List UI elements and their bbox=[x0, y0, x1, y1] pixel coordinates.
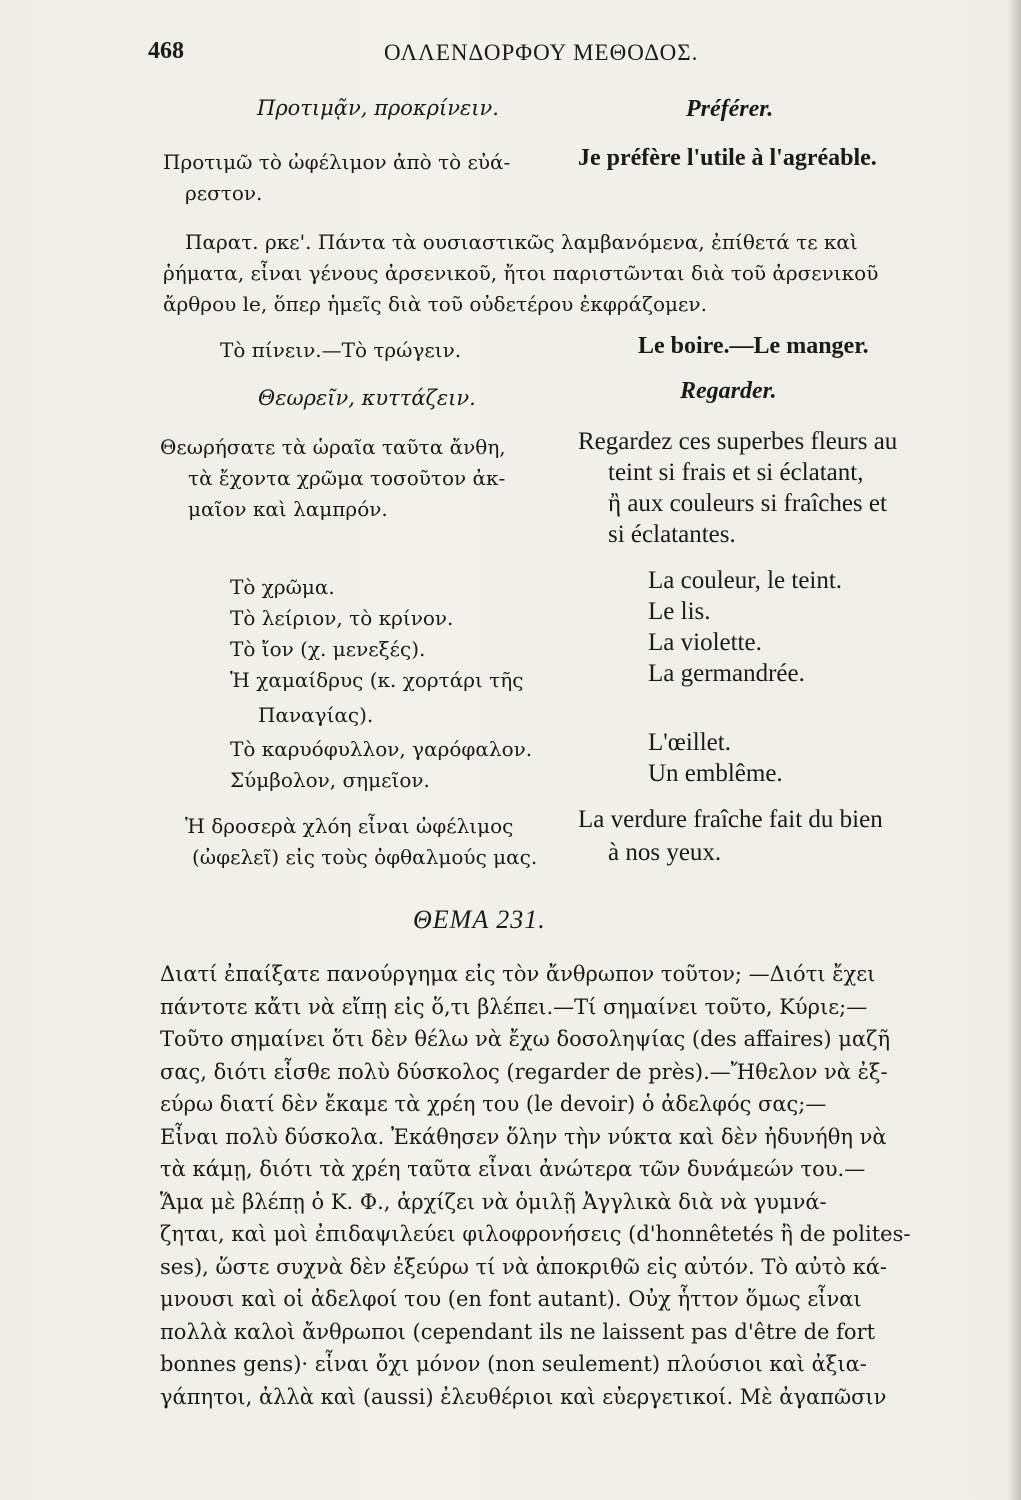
passage-line: Εἶναι πολὺ δύσκολα. Ἐκάθησεν ὅλην τὴν νύκτα καὶ δὲν ἠδυνήθη νὰ bbox=[160, 1124, 887, 1149]
greek-sentence-line: (ὠφελεῖ) εἰς τοὺς ὀφθαλμούς μας. bbox=[192, 845, 538, 869]
passage-line: εύρω διατί δὲν ἔκαμε τὰ χρέη του (le devoir) ὁ ἀδελφός σας;— bbox=[160, 1092, 827, 1116]
theme-title: ΘΕΜΑ 231. bbox=[413, 905, 546, 934]
greek-sentence-line: ρεστον. bbox=[185, 181, 263, 205]
greek-sentence-line: μαῖον καὶ λαμπρόν. bbox=[188, 497, 388, 521]
french-sentence-line: Regardez ces superbes fleurs au bbox=[578, 428, 898, 455]
passage-line: πολλὰ καλοὶ ἄνθρωποι (cependant ils ne laissent pas d'être de fort bbox=[160, 1319, 876, 1344]
greek-sentence-line: Θεωρήσατε τὰ ὡραῖα ταῦτα ἄνθη, bbox=[160, 435, 506, 459]
vocab-greek: Τὸ καρυόφυλλον, γαρόφαλον. bbox=[230, 737, 533, 761]
passage-line: Διατί ἐπαίξατε πανούργημα εἰς τὸν ἄνθρωπον τοῦτον; —Διότι ἔχει bbox=[160, 962, 876, 986]
passage-line: μνουσι καὶ οἱ ἀδελφοί του (en font autant). Οὐχ ἧττον ὅμως εἶναι bbox=[160, 1287, 862, 1311]
vocab-french: L'œillet. bbox=[648, 729, 731, 756]
vocab-greek: Τὸ ἴον (χ. μενεξές). bbox=[230, 637, 426, 661]
french-sentence-line: si éclatantes. bbox=[608, 521, 736, 548]
running-title: ΟΛΛΕΝΔΟΡΦΟΥ ΜΕΘΟΔΟΣ. bbox=[384, 40, 699, 65]
vocab-french: Le lis. bbox=[648, 598, 711, 625]
passage-line: πάντοτε κἄτι νὰ εἴπῃ εἰς ὅ,τι βλέπει.—Τί σημαίνει τοῦτο, Κύριε;— bbox=[160, 994, 868, 1019]
passage-line: σας, διότι εἶσθε πολὺ δύσκολος (regarder de près).—Ἤθελον νὰ ἐξ- bbox=[160, 1059, 888, 1084]
vocab-greek: Τὸ λείριον, τὸ κρίνον. bbox=[230, 606, 454, 630]
french-sentence-line: à nos yeux. bbox=[608, 839, 722, 866]
exercise-passage bbox=[160, 958, 1018, 1413]
passage-line: ses), ὥστε συχνὰ δὲν ἐξεύρω τί νὰ ἀποκριθῶ εἰς αὐτόν. Τὸ αὐτὸ κά- bbox=[160, 1254, 887, 1279]
vocab-french: La violette. bbox=[648, 629, 762, 656]
vocab-french: Un emblême. bbox=[648, 760, 783, 787]
page-number: 468 bbox=[148, 38, 184, 64]
french-infinitives: Le boire.—Le manger. bbox=[638, 333, 869, 359]
greek-heading-prefer: Προτιμᾷν, προκρίνειν. bbox=[257, 96, 499, 120]
vocab-greek: Τὸ χρῶμα. bbox=[230, 575, 335, 599]
remark-line: ῥήματα, εἶναι γένους ἀρσενικοῦ, ἤτοι παριστῶνται διὰ τοῦ ἀρσενικοῦ bbox=[163, 261, 879, 285]
passage-line: γάπητοι, ἀλλὰ καὶ (aussi) ἐλευθέριοι καὶ εὐεργετικοί. Μὲ ἀγαπῶσιν bbox=[160, 1384, 887, 1409]
passage-line: bonnes gens)· εἶναι ὄχι μόνον (non seulement) πλούσιοι καὶ ἀξια- bbox=[160, 1352, 867, 1376]
french-sentence-line: teint si frais et si éclatant, bbox=[608, 459, 864, 486]
french-heading-prefer: Préférer. bbox=[686, 96, 774, 122]
greek-heading-regard: Θεωρεῖν, κυττάζειν. bbox=[258, 386, 476, 410]
passage-line: τὰ κάμῃ, διότι τὰ χρέη ταῦτα εἶναι ἀνώτερα τῶν δυνάμεών του.— bbox=[160, 1157, 866, 1181]
greek-infinitives: Τὸ πίνειν.—Τὸ τρώγειν. bbox=[220, 338, 462, 362]
passage-line: Ἅμα μὲ βλέπῃ ὁ Κ. Φ., ἀρχίζει νὰ ὁμιλῇ Ἀγγλικὰ διὰ νὰ γυμνά- bbox=[160, 1189, 827, 1214]
vocab-greek: Ἡ χαμαίδρυς (κ. χορτάρι τῆς bbox=[230, 668, 524, 692]
passage-line: ζηται, καὶ μοὶ ἐπιδαψιλεύει φιλοφρονήσεις (d'honnêtetés ἢ de polites- bbox=[160, 1222, 911, 1246]
greek-sentence-line: Προτιμῶ τὸ ὠφέλιμον ἀπὸ τὸ εὐά- bbox=[163, 150, 511, 174]
vocab-french: La couleur, le teint. bbox=[648, 567, 843, 594]
vocab-greek: Σύμβολον, σημεῖον. bbox=[230, 768, 430, 792]
french-sentence-line: La verdure fraîche fait du bien bbox=[578, 806, 883, 833]
french-heading-regard: Regarder. bbox=[680, 378, 777, 404]
french-sentence-line: ἢ aux couleurs si fraîches et bbox=[608, 490, 887, 517]
french-sentence: Je préfère l'utile à l'agréable. bbox=[578, 145, 877, 171]
vocab-french: La germandrée. bbox=[648, 660, 805, 687]
passage-line: Τοῦτο σημαίνει ὅτι δὲν θέλω νὰ ἔχω δοσοληψίας (des affaires) μαζῆ bbox=[160, 1027, 891, 1051]
remark-line: ἄρθρου le, ὅπερ ἡμεῖς διὰ τοῦ οὐδετέρου ἐκφράζομεν. bbox=[163, 292, 707, 316]
remark-line: Παρατ. ρκε'. Πάντα τὰ ουσιαστικῶς λαμβανόμενα, ἐπίθετά τε καὶ bbox=[185, 230, 858, 254]
greek-sentence-line: Ἡ δροσερὰ χλόη εἶναι ὠφέλιμος bbox=[185, 814, 514, 838]
vocab-greek: Παναγίας). bbox=[258, 703, 374, 727]
greek-sentence-line: τὰ ἔχοντα χρῶμα τοσοῦτον ἀκ- bbox=[188, 466, 506, 490]
